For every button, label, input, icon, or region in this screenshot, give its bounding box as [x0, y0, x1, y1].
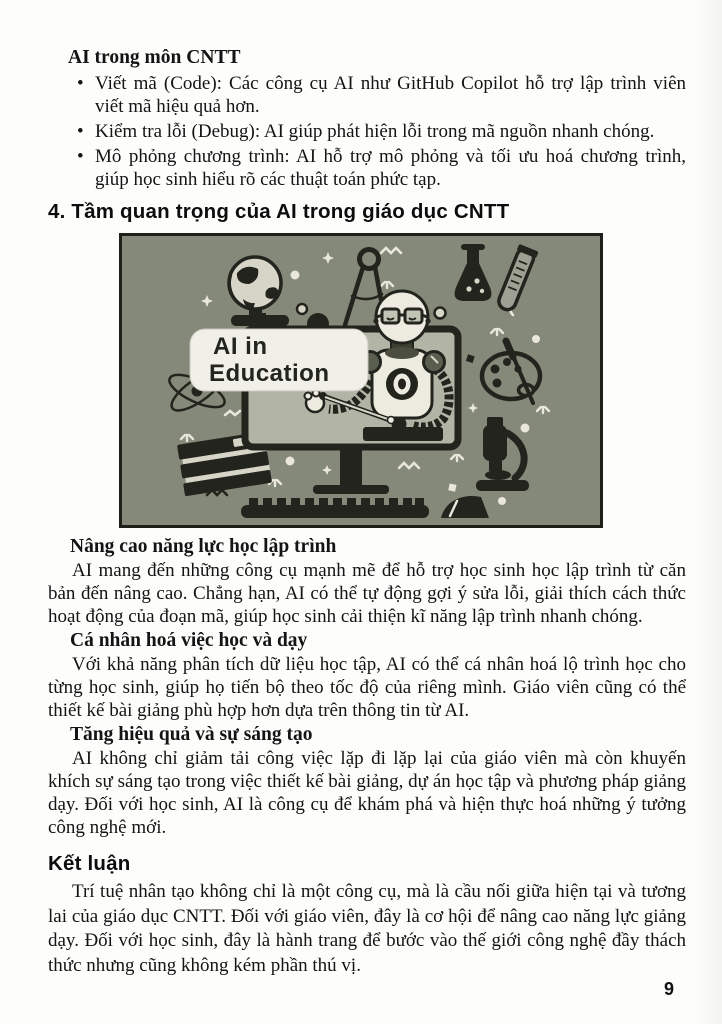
squiggle-icon	[225, 411, 240, 415]
subsection-efficiency-creativity	[48, 723, 686, 839]
subsection-coding-skills	[48, 535, 686, 628]
conclusion-heading: Kết luận	[48, 852, 131, 875]
bullet-item-simulation: • Mô phỏng chương trình: AI hỗ trợ mô phỏng và tối ưu hoá chương trình, giúp học sinh hiểu rõ các thuật toán phức tạp.	[76, 145, 686, 191]
subsection-heading: Tăng hiệu quả và sự sáng tạo	[70, 724, 313, 745]
subsection-paragraph: Với khả năng phân tích dữ liệu học tập, AI có thể cá nhân hoá lộ trình học cho từng học sinh, giúp họ tiến bộ theo tốc độ của riêng mình. Giáo viên cũng có thể thiết kế bài giảng phù hợp hơn dựa trên thông tin từ AI.	[48, 654, 686, 721]
caption-line2: Education	[209, 360, 330, 387]
subsection-paragraph: AI mang đến những công cụ mạnh mẽ để hỗ trợ học sinh học lập trình từ căn bản đến nâng cao. Chẳng hạn, AI có thể tự động gợi ý sửa lỗi, giải thích cách thức hoạt động của đoạn mã, giúp học sinh cải thiện kĩ năng lập trình nhanh chóng.	[48, 560, 686, 627]
ring-icon	[297, 304, 307, 314]
ai-cntt-bullet-list	[48, 72, 686, 191]
ai-education-illustration-svg	[119, 233, 603, 528]
subsection-heading: Nâng cao năng lực học lập trình	[70, 536, 337, 557]
ai-education-illustration	[119, 233, 603, 528]
caption-bubble	[190, 329, 368, 391]
dot-icon	[291, 271, 300, 280]
conclusion-paragraph: Trí tuệ nhân tạo không chỉ là một công cụ, mà là cầu nối giữa hiện tại và tương lai của giáo dục CNTT. Đối với giáo viên, đây là cơ hội để nâng cao năng lực giảng dạy. Đối với học sinh, đây là hành trang để bước vào thế giới công nghệ đầy thách thức nhưng cũng không kém phần thú vị.	[48, 881, 686, 976]
ring-icon	[435, 308, 446, 319]
dot-icon	[286, 457, 295, 466]
dot-icon	[532, 335, 540, 343]
subsection-paragraph: AI không chỉ giảm tải công việc lặp đi lặp lại của giáo viên mà còn khuyến khích sự sáng tạo trong việc thiết kế bài giảng, dự án học tập và phương pháp giảng dạy. Đối với học sinh, AI là công cụ để khám phá và hiện thực hoá những ý tưởng công nghệ mới.	[48, 748, 686, 838]
square-icon	[448, 483, 456, 491]
page-number: 9	[663, 979, 674, 999]
section-heading-4: 4. Tầm quan trọng của AI trong giáo dục CNTT	[48, 200, 510, 223]
dot-icon	[521, 424, 530, 433]
subsection-heading: Cá nhân hoá việc học và dạy	[70, 630, 308, 651]
bullet-item-debug: • Kiểm tra lỗi (Debug): AI giúp phát hiện lỗi trong mã nguồn nhanh chóng.	[76, 120, 686, 143]
subheading-ai-trong-mon-cntt: AI trong môn CNTT	[68, 47, 241, 68]
caption-line1: AI in	[213, 333, 268, 360]
bullet-item-code: • Viết mã (Code): Các công cụ AI như GitHub Copilot hỗ trợ lập trình viên viết mã hiệu quả hơn.	[76, 72, 686, 118]
subsection-personalization	[48, 629, 686, 722]
robot-left-glove	[305, 390, 327, 413]
dot-icon	[498, 497, 506, 505]
